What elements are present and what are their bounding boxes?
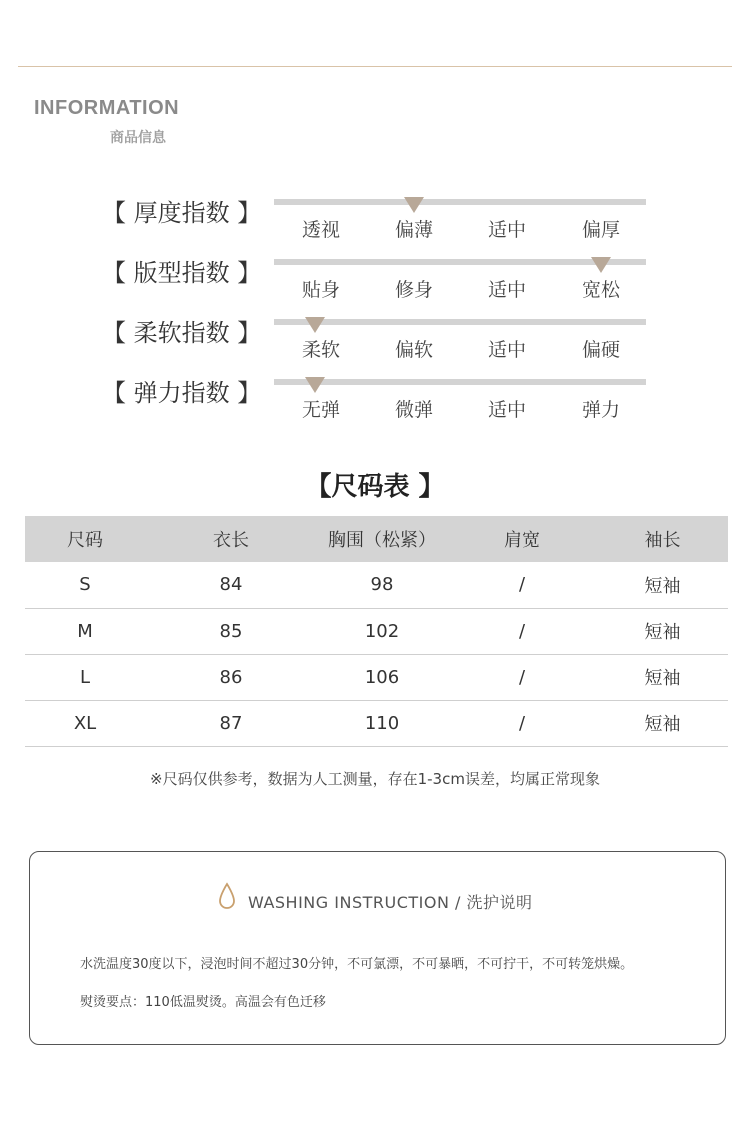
cell-bust: 102 [364,620,400,642]
index-bar [274,199,646,205]
header-sleeve: 袖长 [644,530,681,551]
cell-sleeve: 短袖 [644,575,681,597]
index-marker [305,377,325,393]
index-option: 透视 [301,219,341,241]
info-subtitle: 商品信息 [110,130,166,146]
cell-sleeve: 短袖 [644,668,681,689]
index-option: 微弹 [394,399,434,421]
cell-length: 85 [219,620,243,642]
cell-length: 84 [219,574,243,596]
index-option: 弹力 [581,399,621,421]
washing-line-1: 水洗温度30度以下，浸泡时间不超过30分钟，不可氯漂，不可暴晒，不可拧干，不可转笼烘燥。 [80,957,634,972]
cell-shoulder: / [518,574,526,596]
index-option: 适中 [487,279,527,301]
index-bar [274,379,646,385]
index-row [0,319,750,379]
header-size: 尺码 [67,530,103,551]
cell-sleeve: 短袖 [644,622,681,643]
index-bar [274,319,646,325]
index-option: 修身 [394,279,434,301]
cell-bust: 106 [364,666,400,688]
size-table [25,516,728,747]
index-option: 贴身 [301,279,341,301]
index-option: 偏软 [394,339,434,361]
index-row [0,259,750,319]
index-marker [305,317,325,333]
cell-size: S [79,574,91,596]
index-option: 无弹 [301,399,341,421]
cell-shoulder: / [518,666,526,688]
index-label: 【 弹力指数 】 [102,379,262,407]
cell-bust: 110 [364,712,400,734]
index-option: 柔软 [301,339,341,361]
index-option: 偏薄 [394,219,434,241]
cell-length: 86 [219,666,243,688]
cell-size: L [79,666,91,688]
index-row [0,379,750,439]
washing-line-2: 熨烫要点：110低温熨烫。高温会有色迁移 [80,995,326,1010]
index-option: 适中 [487,339,527,361]
size-note: ※尺码仅供参考，数据为人工测量，存在1-3cm误差，均属正常现象 [150,770,600,788]
washing-box [29,851,726,1045]
index-label: 【 柔软指数 】 [102,319,262,347]
index-option: 偏厚 [581,219,621,241]
table-row [25,700,728,746]
index-label: 【 版型指数 】 [102,259,262,287]
cell-length: 87 [219,712,243,734]
index-marker [591,257,611,273]
table-row [25,654,728,700]
header-length: 衣长 [213,530,249,551]
size-table-header [25,516,728,562]
index-option: 宽松 [581,279,621,301]
water-drop-icon [218,882,236,910]
index-label: 【 厚度指数 】 [102,199,262,227]
top-divider [18,66,732,67]
info-title: INFORMATION [34,97,180,119]
cell-sleeve: 短袖 [644,714,681,735]
header-bust: 胸围（松紧） [328,530,436,551]
index-option: 偏硬 [581,339,621,361]
index-marker [404,197,424,213]
washing-title: WASHING INSTRUCTION / 洗护说明 [248,893,533,912]
index-row [0,199,750,259]
cell-shoulder: / [518,712,526,734]
index-option: 适中 [487,399,527,421]
table-row [25,608,728,654]
cell-size: XL [73,712,97,734]
cell-size: M [77,620,93,642]
index-option: 适中 [487,219,527,241]
cell-shoulder: / [518,620,526,642]
header-shoulder: 肩宽 [504,530,540,551]
table-row [25,562,728,608]
size-chart-title: 【尺码表 】 [305,472,445,502]
cell-bust: 98 [370,574,394,596]
